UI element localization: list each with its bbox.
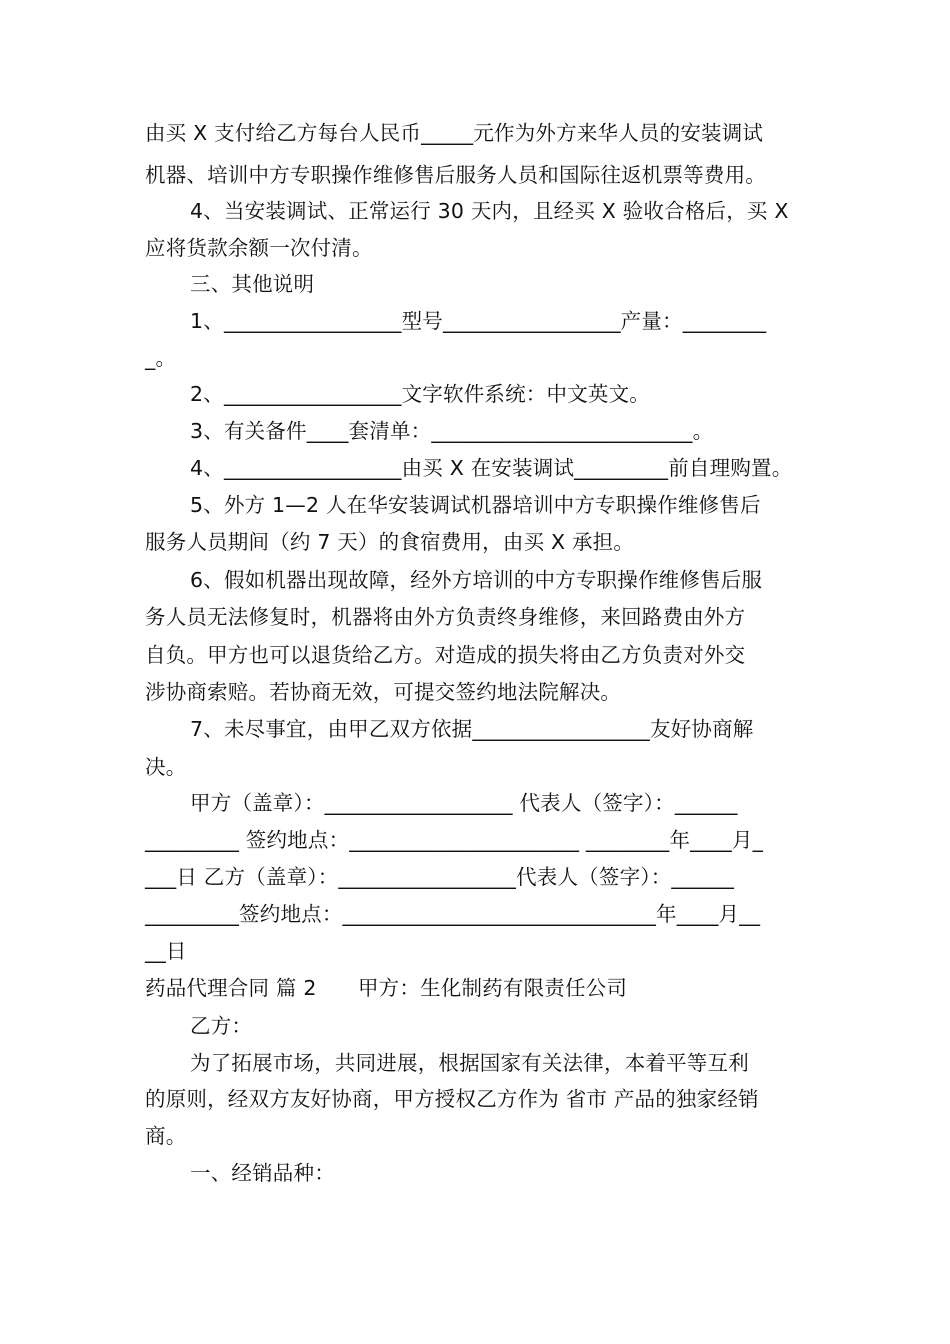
text-line: 3、有关备件____套清单：_________________________。 [190,419,714,443]
signature-line: 甲方（盖章）：__________________ 代表人（签字）：______ [190,791,738,815]
contract-title: 药品代理合同 篇 2 甲方：生化制药有限责任公司 [145,976,628,1000]
text-line: _。 [145,346,177,370]
text-line: 服务人员期间（约 7 天）的食宿费用，由买 X 承担。 [145,530,635,554]
text-line: 1、_________________型号_________________产量：________ [190,309,767,333]
text-line: 的原则，经双方友好协商，甲方授权乙方作为 省市 产品的独家经销 [145,1087,759,1111]
signature-line: _________签约地点：______________________________年____月__ [145,902,761,926]
text-line: 为了拓展市场，共同进展，根据国家有关法律，本着平等互利 [190,1051,749,1075]
text-line: 务人员无法修复时，机器将由外方负责终身维修，来回路费由外方 [145,605,746,629]
text-line: 2、_________________文字软件系统：中文英文。 [190,382,650,406]
text-line: 6、假如机器出现故障，经外方培训的中方专职操作维修售后服 [190,568,763,592]
text-line: 涉协商索赔。若协商无效，可提交签约地法院解决。 [145,680,622,704]
text-line: 机器、培训中方专职操作维修售后服务人员和国际往返机票等费用。 [145,163,766,187]
section-heading: 三、其他说明 [190,272,315,296]
signature-line: _________ 签约地点：______________________ ________年____月_ [145,828,764,852]
text-line: 乙方： [190,1014,253,1038]
text-line: 4、当安装调试、正常运行 30 天内，且经买 X 验收合格后，买 X [190,199,789,223]
text-line: 5、外方 1—2 人在华安装调试机器培训中方专职操作维修售后 [190,493,761,517]
text-line: 应将货款余额一次付清。 [145,236,373,260]
text-line: 商。 [145,1124,187,1148]
text-line: 由买 X 支付给乙方每台人民币_____元作为外方来华人员的安装调试 [145,121,764,145]
signature-line: ___日 乙方（盖章）：_________________代表人（签字）：______ [145,865,735,889]
text-line: 7、未尽事宜，由甲乙双方依据_________________友好协商解 [190,717,754,741]
text-line: 决。 [145,755,187,779]
section-heading: 一、经销品种： [190,1161,335,1185]
text-line: 自负。甲方也可以退货给乙方。对造成的损失将由乙方负责对外交 [145,643,746,667]
signature-line: __日 [145,939,187,963]
text-line: 4、_________________由买 X 在安装调试_________前自理购置。 [190,456,793,480]
